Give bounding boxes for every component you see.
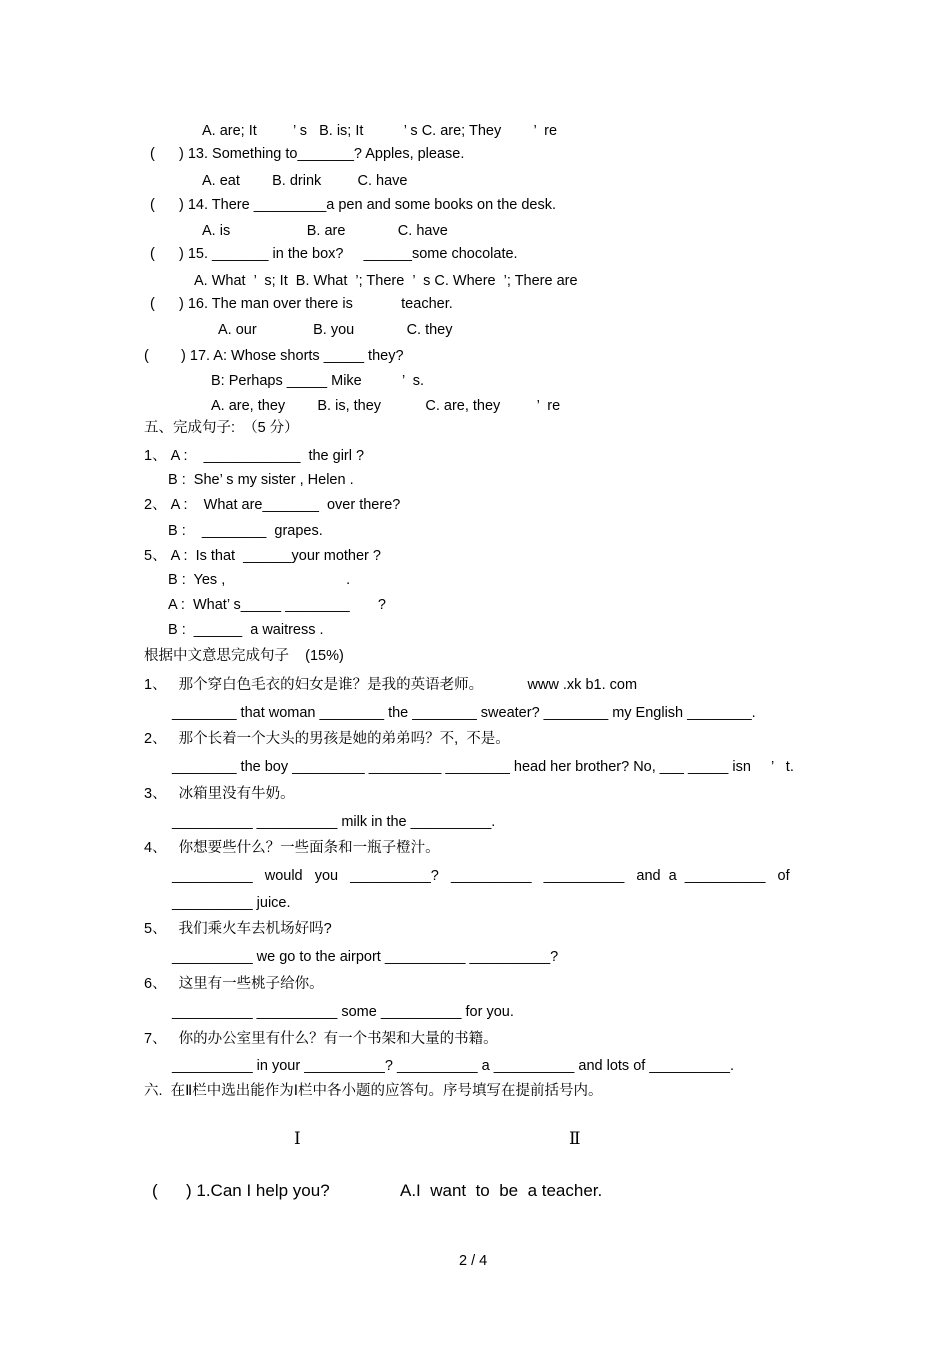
translation-6-chinese: 6、 这里有一些桃子给你。 xyxy=(144,976,324,992)
dialog-5-a2: A : What’ s_____ ________ ? xyxy=(168,597,386,613)
dialog-1-b: B : She’ s my sister , Helen . xyxy=(168,472,354,488)
translation-3-chinese: 3、 冰箱里没有牛奶。 xyxy=(144,786,295,802)
dialog-2-b: B : ________ grapes. xyxy=(168,523,323,539)
translation-4-blanks: __________ would you __________? __________ __________ and a __________ of xyxy=(172,868,790,884)
q15-options: A. What ’ s; It B. What ’; There ’ s C. Where ’; There are xyxy=(194,273,578,289)
translation-6-blanks: __________ __________ some __________ for you. xyxy=(172,1004,514,1020)
translation-7-chinese: 7、 你的办公室里有什么？有一个书架和大量的书籍。 xyxy=(144,1031,498,1047)
translation-5-blanks: __________ we go to the airport __________ __________? xyxy=(172,949,559,965)
translation-heading: 根据中文意思完成句子 (15%) xyxy=(144,648,344,664)
section-five-heading: 五、完成句子: （5 分） xyxy=(144,420,299,436)
translation-5-chinese: 5、 我们乘火车去机场好吗? xyxy=(144,921,332,937)
translation-3-blanks: __________ __________ milk in the __________. xyxy=(172,814,496,830)
q15-question: ( ) 15. _______ in the box? ______some chocolate. xyxy=(150,246,518,262)
dialog-5-b2: B : ______ a waitress . xyxy=(168,622,324,638)
translation-2-chinese: 2、 那个长着一个大头的男孩是她的弟弟吗？不, 不是。 xyxy=(144,731,510,747)
q13-question: ( ) 13. Something to_______? Apples, please. xyxy=(150,146,465,162)
dialog-1-a: 1、 A : ____________ the girl ? xyxy=(144,448,365,464)
page-number: 2 / 4 xyxy=(459,1253,488,1269)
match-item-1-right: A.I want to be a teacher. xyxy=(400,1181,603,1200)
translation-7-blanks: __________ in your __________? __________ a __________ and lots of __________. xyxy=(172,1058,734,1074)
translation-1-chinese: 1、 那个穿白色毛衣的妇女是谁？是我的英语老师。 www .xk b1. com xyxy=(144,677,638,693)
dialog-2-a: 2、 A : What are_______ over there? xyxy=(144,497,401,513)
q14-question: ( ) 14. There _________a pen and some books on the desk. xyxy=(150,197,557,213)
q13-options: A. eat B. drink C. have xyxy=(202,173,408,189)
section-six-heading: 六. 在Ⅱ栏中选出能作为Ⅰ栏中各小题的应答句。序号填写在提前括号内。 xyxy=(144,1083,603,1099)
dialog-5-b: B : Yes , . xyxy=(168,572,351,588)
q14-options: A. is B. are C. have xyxy=(202,223,448,239)
q16-question: ( ) 16. The man over there is teacher. xyxy=(150,296,453,312)
q17-options: A. are, they B. is, they C. are, they ’ re xyxy=(211,398,561,414)
q16-options: A. our B. you C. they xyxy=(218,322,453,338)
column-one-header: Ⅰ xyxy=(294,1129,301,1149)
translation-2-blanks: ________ the boy _________ _________ ________ head her brother? No, ___ _____ isn ’ t. xyxy=(172,759,794,775)
dialog-5-a: 5、 A : Is that ______your mother ? xyxy=(144,548,381,564)
column-two-header: Ⅱ xyxy=(569,1129,581,1149)
translation-4-blanks-cont: __________ juice. xyxy=(172,895,291,911)
translation-1-blanks: ________ that woman ________ the ________ sweater? ________ my English ________. xyxy=(172,705,756,721)
match-item-1-left: ( ) 1.Can I help you? xyxy=(152,1181,330,1200)
translation-4-chinese: 4、 你想要些什么？一些面条和一瓶子橙汁。 xyxy=(144,840,440,856)
q12-options: A. are; It ’ s B. is; It ’ s C. are; They ’ re xyxy=(202,123,558,139)
q17-question: ( ) 17. A: Whose shorts _____ they? xyxy=(144,348,404,364)
q17-answer-line: B: Perhaps _____ Mike ’ s. xyxy=(211,373,425,389)
